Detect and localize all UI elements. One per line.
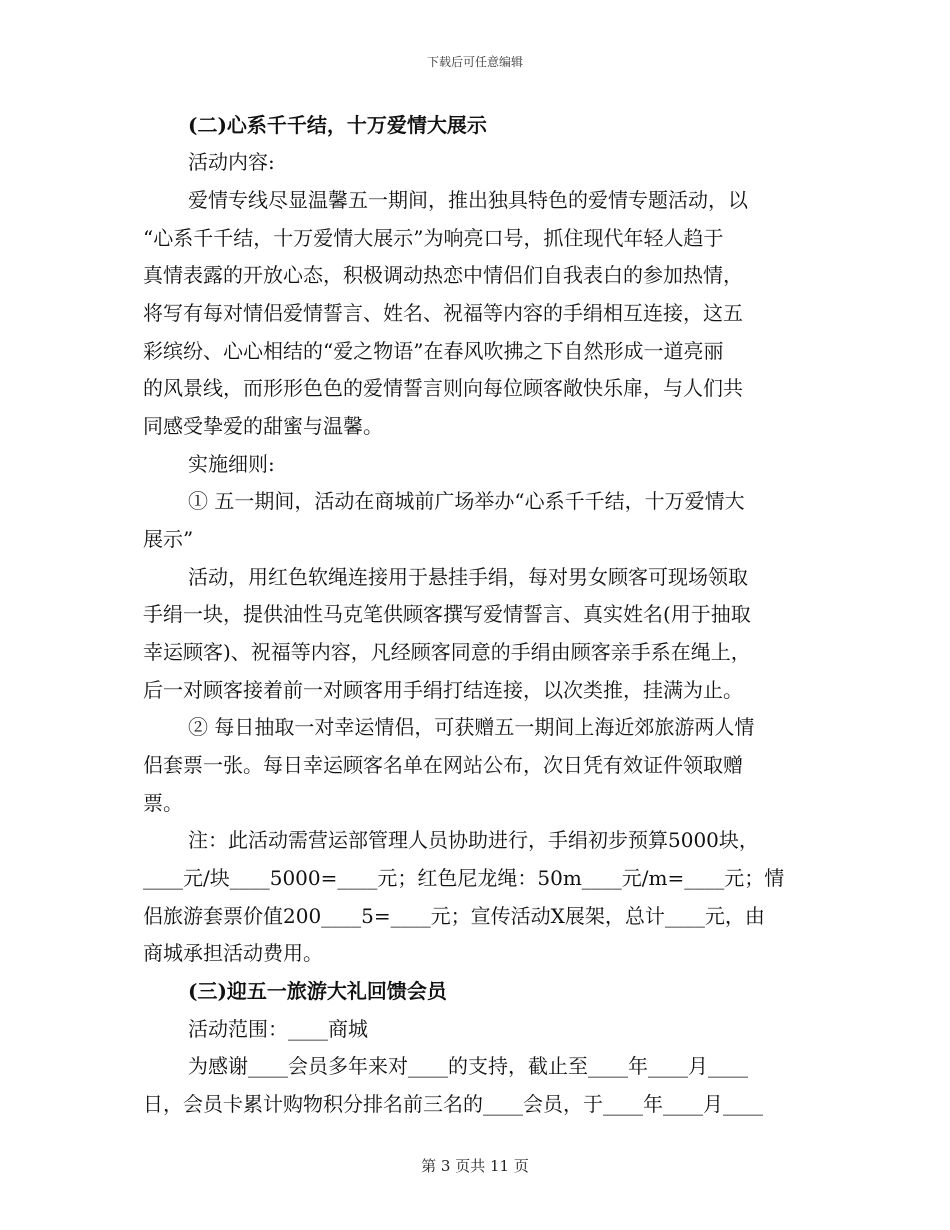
- paragraph-line: 票。: [143, 791, 183, 815]
- paragraph-line: 将写有每对情侣爱情誓言、姓名、祝福等内容的手绢相互连接，这五: [143, 301, 743, 325]
- paragraph-line: ① 五一期间，活动在商城前广场举办“心系千千结，十万爱情大: [188, 489, 745, 513]
- section-heading: (三)迎五一旅游大礼回馈会员: [188, 979, 447, 1003]
- section-heading: (二)心系千千结，十万爱情大展示: [188, 113, 487, 137]
- paragraph-line: 真情表露的开放心态，积极调动热恋中情侣们自我表白的参加热情，: [143, 263, 743, 287]
- paragraph-line: 的风景线，而形形色色的爱情誓言则向每位顾客敞快乐扉，与人们共: [143, 376, 743, 400]
- paragraph-line: 同感受挚爱的甜蜜与温馨。: [143, 414, 383, 438]
- paragraph-line: 侣旅游套票价值200____5=____元；宣传活动X展架，总计____元，由: [143, 904, 765, 928]
- paragraph-line: 日，会员卡累计购物积分排名前三名的____会员，于____年____月____: [143, 1092, 763, 1116]
- page-footer: 第 3 页共 11 页: [421, 1157, 529, 1175]
- paragraph-line: 彩缤纷、心心相结的“爱之物语”在春风吹拂之下自然形成一道亮丽: [143, 339, 724, 363]
- paragraph-line: 活动，用红色软绳连接用于悬挂手绢，每对男女顾客可现场领取: [188, 565, 748, 589]
- paragraph-line: “心系千千结，十万爱情大展示”为响亮口号，抓住现代年轻人趋于: [143, 226, 724, 250]
- page-header: 下载后可任意编辑: [426, 55, 523, 69]
- paragraph-line: 爱情专线尽显温馨五一期间，推出独具特色的爱情专题活动，以: [188, 188, 748, 212]
- paragraph-line: 商城承担活动费用。: [143, 941, 323, 965]
- paragraph-line: 后一对顾客接着前一对顾客用手绢打结连接，以次类推，挂满为止。: [143, 678, 743, 702]
- paragraph-line: 幸运顾客)、祝福等内容，凡经顾客同意的手绢由顾客亲手系在绳上，: [143, 640, 751, 664]
- paragraph-line: 侣套票一张。每日幸运顾客名单在网站公布，次日凭有效证件领取赠: [143, 753, 743, 777]
- paragraph-line: 活动内容:: [188, 150, 275, 174]
- paragraph-line: 实施细则:: [188, 452, 275, 476]
- paragraph-line: ____元/块____5000=____元；红色尼龙绳：50m____元/m=____元；情: [143, 866, 785, 890]
- paragraph-line: 注：此活动需营运部管理人员协助进行，手绢初步预算5000块，: [188, 828, 759, 852]
- paragraph-line: 活动范围：____商城: [188, 1017, 368, 1041]
- paragraph-line: 为感谢____会员多年来对____的支持，截止至____年____月____: [188, 1054, 748, 1078]
- paragraph-line: 展示”: [143, 527, 194, 551]
- paragraph-line: ② 每日抽取一对幸运情侣，可获赠五一期间上海近郊旅游两人情: [188, 715, 755, 739]
- paragraph-line: 手绢一块，提供油性马克笔供顾客撰写爱情誓言、真实姓名(用于抽取: [143, 602, 751, 626]
